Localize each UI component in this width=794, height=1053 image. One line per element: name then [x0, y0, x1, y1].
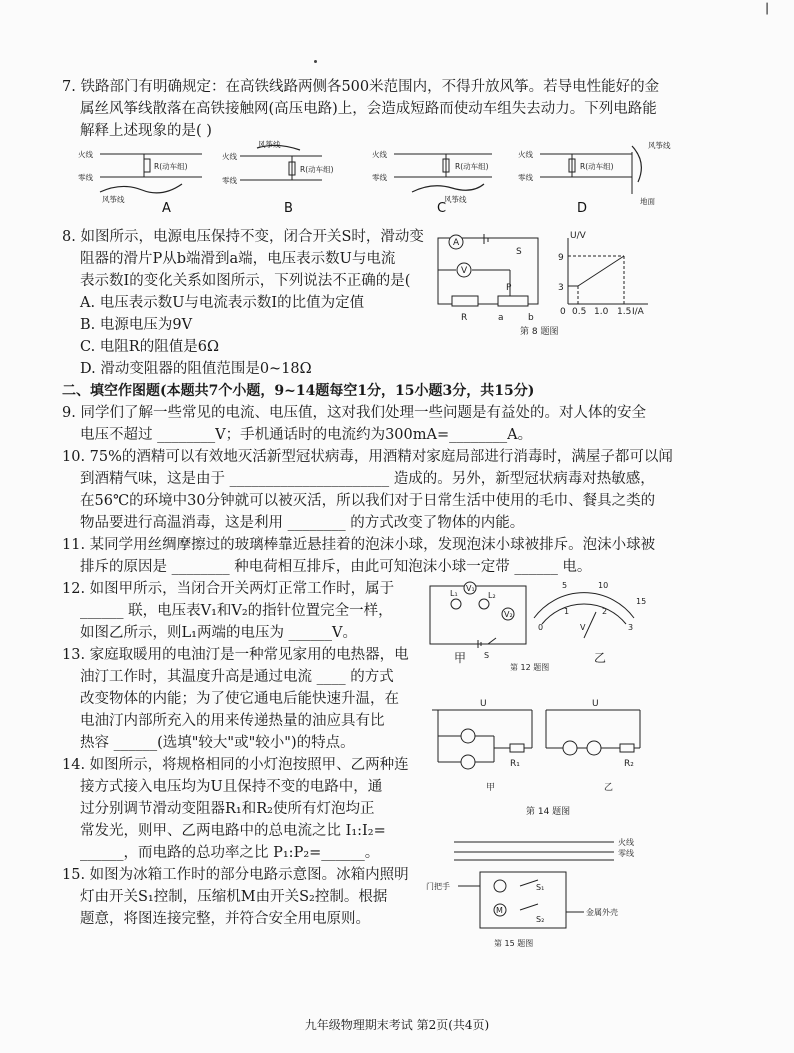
- q15-line2: 灯由开关S₁控制，压缩机M由开关S₂控制。根据: [80, 889, 388, 905]
- q8-line2: 阻器的滑片P从b端滑到a端，电压表示数U与电流: [80, 251, 396, 267]
- q15-handle-label: 门把手: [426, 882, 450, 891]
- q12-l1-label: L₁: [450, 589, 458, 598]
- q7-line2: 属丝风筝线散落在高铁接触网(高压电路)上，会造成短路而使动车组失去动力。下列电路能: [80, 101, 657, 117]
- q15-line1: 15. 如图为冰箱工作时的部分电路示意图。冰箱内照明: [62, 867, 409, 883]
- q7b-zero-label: 零线: [222, 176, 237, 185]
- q15-fire-label: 火线: [618, 838, 634, 847]
- q15-figure: [424, 832, 644, 952]
- q12-scale-15: 15: [636, 597, 647, 606]
- q12-scale-2: 2: [602, 607, 608, 616]
- q12-l2-label: L₂: [488, 591, 496, 600]
- q7b-load-label: R(动车组): [300, 165, 334, 174]
- q8-line1: 8. 如图所示，电源电压保持不变，闭合开关S时，滑动变: [62, 229, 424, 245]
- q8-caption: 第 8 题图: [520, 327, 559, 337]
- q7-line3: 解释上述现象的是( ): [80, 123, 212, 139]
- q8-figure: [436, 230, 666, 340]
- q7a-kite-label: 风筝线: [102, 195, 125, 204]
- q7-option-d: D: [577, 201, 588, 216]
- q15-s1-label: S₁: [536, 883, 545, 892]
- q15-line3: 题意，将图连接完整，并符合安全用电原则。: [80, 911, 370, 927]
- q8-voltmeter-label: V: [461, 266, 468, 276]
- q8-i-axis: I/A: [632, 307, 644, 317]
- q9-line1: 9. 同学们了解一些常见的电流、电压值，这对我们处理一些问题是有益处的。对人体的安全: [62, 405, 646, 421]
- q10-line1: 10. 75%的酒精可以有效地灭活新型冠状病毒，用酒精对家庭局部进行消毒时，满屋子都可以闻: [62, 449, 673, 465]
- q13-line1: 13. 家庭取暖用的电油汀是一种常见家用的电热器，电: [62, 647, 409, 663]
- q14-yi-label: 乙: [604, 783, 614, 793]
- q8-tick-9: 9: [558, 253, 564, 263]
- q12-scale-1: 1: [564, 607, 570, 616]
- q7d-fire-label: 火线: [518, 150, 533, 159]
- q7d-kite-label: 风筝线: [648, 141, 671, 150]
- q15-shell-label: 金属外壳: [586, 908, 618, 917]
- q13-line5: 热容 ______(选填"较大"或"较小")的特点。: [80, 735, 355, 751]
- q8-tick-10: 1.0: [594, 307, 609, 317]
- q7-line1: 7. 铁路部门有明确规定：在高铁线路两侧各500米范围内，不得升放风筝。若导电性能好的金: [62, 79, 660, 95]
- q12-scale-3: 3: [628, 623, 634, 632]
- q12-v1-label: V₁: [466, 584, 475, 593]
- q7c-zero-label: 零线: [372, 173, 387, 182]
- q14-u-right: U: [592, 699, 599, 709]
- q8-option-c: C. 电阻R的阻值是6Ω: [80, 339, 219, 355]
- q7c-load-label: R(动车组): [455, 162, 489, 171]
- q11-line2: 排斥的原因是 ________ 种电荷相互排斥，由此可知泡沫小球一定带 ______ 电。: [80, 559, 592, 575]
- q14-line1: 14. 如图所示，将规格相同的小灯泡按照甲、乙两种连: [62, 757, 409, 773]
- q14-jia-label: 甲: [486, 783, 496, 793]
- q8-tick-3: 3: [558, 283, 564, 293]
- q8-resistor-label: R: [461, 313, 468, 323]
- q12-scale-0: 0: [538, 623, 544, 632]
- q10-line4: 物品要进行高温消毒，这是利用 ________ 的方式改变了物体的内能。: [80, 515, 525, 531]
- q8-option-b: B. 电源电压为9V: [80, 317, 193, 333]
- q14-line3: 过分别调节滑动变阻器R₁和R₂使所有灯泡均正: [80, 801, 375, 817]
- q14-u-left: U: [480, 699, 487, 709]
- q8-origin: 0: [560, 307, 566, 317]
- q12-jia-label: 甲: [454, 651, 467, 665]
- q8-slider-label: P: [506, 283, 512, 293]
- q7b-fire-label: 火线: [222, 152, 237, 161]
- q15-s2-label: S₂: [536, 915, 545, 924]
- q12-s-label: S: [484, 651, 490, 660]
- q8-option-a: A. 电压表示数U与电流表示数I的比值为定值: [80, 295, 365, 311]
- q12-caption: 第 12 题图: [510, 663, 550, 672]
- corner-mark: ┃: [763, 4, 770, 15]
- q13-line4: 电油汀内部所充入的用来传递热量的油应具有比: [80, 713, 385, 729]
- q8-tick-15: 1.5: [617, 307, 632, 317]
- q7-circuits: [72, 142, 672, 214]
- q7-option-c: C: [437, 201, 447, 216]
- q12-scale-10: 10: [598, 581, 609, 590]
- q8-switch-label: S: [516, 247, 522, 257]
- q14-r2-label: R₂: [624, 759, 634, 769]
- q9-line2: 电压不超过 ________V；手机通话时的电流约为300mA=________A。: [80, 427, 533, 443]
- q15-caption: 第 15 题图: [494, 939, 534, 948]
- scan-dot: [314, 60, 317, 63]
- q7c-fire-label: 火线: [372, 150, 387, 159]
- q7-option-a: A: [162, 201, 171, 216]
- q8-line3: 表示数I的变化关系如图所示，下列说法不正确的是(: [80, 273, 411, 289]
- q7a-zero-label: 零线: [78, 173, 93, 182]
- q8-ammeter-label: A: [453, 238, 460, 248]
- q14-r1-label: R₁: [510, 759, 520, 769]
- q7a-fire-label: 火线: [78, 150, 93, 159]
- q7d-load-label: R(动车组): [580, 162, 614, 171]
- q7a-load-label: R(动车组): [154, 162, 188, 171]
- q11-line1: 11. 某同学用丝绸摩擦过的玻璃棒靠近悬挂着的泡沫小球，发现泡沫小球被排斥。泡沫小球被: [62, 537, 656, 553]
- q10-line3: 在56℃的环境中30分钟就可以被灭活，所以我们对于日常生活中使用的毛巾、餐具之类的: [80, 493, 656, 509]
- q8-option-d: D. 滑动变阻器的阻值范围是0~18Ω: [80, 361, 312, 377]
- q14-line5: ______，而电路的总功率之比 P₁:P₂=______。: [80, 845, 380, 861]
- q8-a-label: a: [498, 313, 504, 323]
- q14-line4: 常发光，则甲、乙两电路中的总电流之比 I₁:I₂=: [80, 823, 386, 839]
- q12-v2-label: V₂: [504, 610, 513, 619]
- q14-caption: 第 14 题图: [526, 807, 571, 817]
- q7d-ground-label: 地面: [640, 197, 655, 206]
- q7b-kite-label: 风筝线: [258, 140, 281, 149]
- q7d-zero-label: 零线: [518, 173, 533, 182]
- q8-u-axis: U/V: [570, 231, 586, 241]
- q8-tick-05: 0.5: [572, 307, 587, 317]
- q13-line3: 改变物体的内能；为了使它通电后能快速升温，在: [80, 691, 399, 707]
- q12-scale-5: 5: [562, 581, 568, 590]
- q12-figure: [424, 578, 664, 672]
- q14-figure: [428, 700, 648, 820]
- q13-line2: 油汀工作时，其温度升高是通过电流 ____ 的方式: [80, 669, 394, 685]
- q12-meter-v: V: [580, 623, 586, 632]
- page-footer: 九年级物理期末考试 第2页(共4页): [304, 1018, 490, 1032]
- q10-line2: 到酒精气味，这是由于 ______________________ 造成的。另外，新型冠状病毒对热敏感，: [80, 471, 655, 487]
- q12-line1: 12. 如图甲所示，当闭合开关两灯正常工作时，属于: [62, 581, 395, 597]
- q12-line3: 如图乙所示，则L₁两端的电压为 ______V。: [80, 625, 358, 641]
- q14-line2: 接方式接入电压均为U且保持不变的电路中，通: [80, 779, 383, 795]
- q12-yi-label: 乙: [594, 651, 607, 665]
- section-2-heading: 二、填空作图题(本题共7个小题，9~14题每空1分，15小题3分，共15分): [62, 383, 535, 399]
- q8-b-label: b: [528, 313, 534, 323]
- q15-zero-label: 零线: [618, 849, 634, 858]
- q12-line2: ______ 联，电压表V₁和V₂的指针位置完全一样，: [80, 603, 393, 619]
- q7-option-b: B: [284, 201, 293, 216]
- q15-motor-label: M: [496, 906, 503, 915]
- q7c-kite-label: 风筝线: [444, 195, 467, 204]
